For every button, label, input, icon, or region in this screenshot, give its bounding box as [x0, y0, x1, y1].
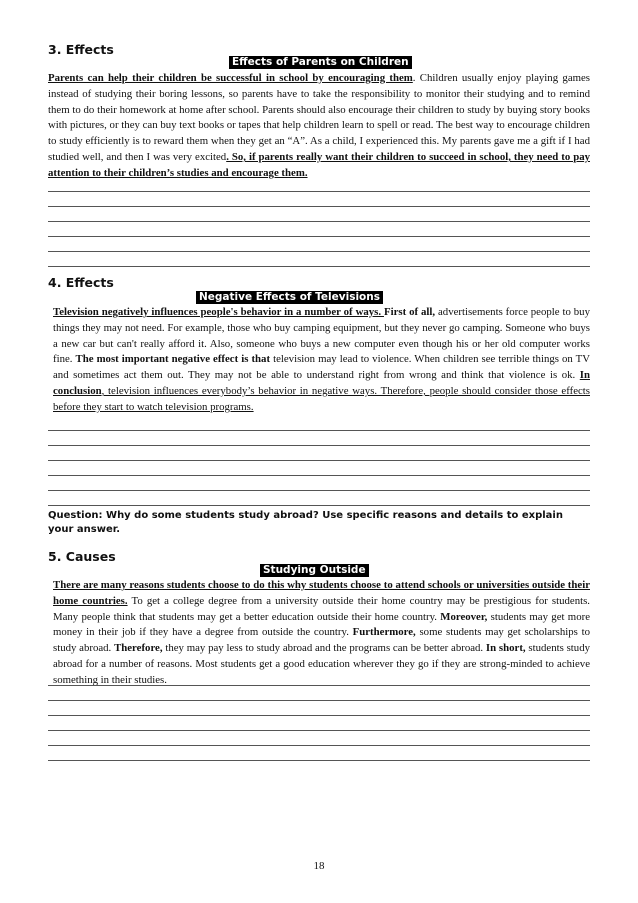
- writing-line: [48, 746, 588, 761]
- writing-line: [48, 252, 588, 267]
- text-run: First of all,: [383, 306, 436, 318]
- question-text: Question: Why do some students study abroad? Use specific reasons and details to explain your answer.: [48, 510, 563, 535]
- writing-line: [48, 671, 588, 686]
- section-heading-effects-2: 4. Effects: [48, 275, 114, 290]
- writing-line: [48, 431, 588, 446]
- text-run: Moreover,: [440, 610, 488, 623]
- writing-line: [48, 686, 588, 701]
- text-run: students may get more money in their job if they have a degree from outside the country.: [53, 610, 590, 639]
- page-number: 18: [313, 860, 325, 872]
- writing-line: [48, 476, 588, 491]
- section-heading-effects-1: 3. Effects: [48, 42, 114, 57]
- writing-lines-causes: [48, 671, 588, 761]
- text-run: students study abroad for a number of reasons. Most students get a good education wherever they go if they are strong-minded to achieve something in their studies.: [53, 642, 590, 686]
- writing-line: [48, 461, 588, 476]
- text-run: , television influences everybody’s behavior in negative ways. Therefore, people should consider those effects before they start to watch television programs.: [53, 384, 590, 413]
- passage-televisions: [53, 305, 590, 416]
- text-run: To get a college degree from a university outside their home country may be prestigious for students. Many people think that students may get a better education outside their home country.: [53, 594, 590, 623]
- writing-line: [48, 237, 588, 252]
- text-run: television may lead to violence. When children see terrible things on TV and sometimes act them out. They may not be able to understand right from wrong and think that violence is ok.: [53, 353, 591, 382]
- writing-line: [48, 207, 588, 222]
- writing-lines-effects-2: [48, 416, 588, 506]
- text-run: advertisements force people to buy things they may not need. For example, those who buy camping equipment, but they never go camping. Someone who buys a new car but can't really afford it. Also, someone who buys a new computer even though his or her old computer works fine.: [53, 306, 590, 366]
- passage-parents: [48, 71, 590, 182]
- section-heading-causes: 5. Causes: [48, 549, 116, 564]
- text-run: . So, if parents really want their children to succeed in school, they need to pay attention to their children’s studies and encourage them.: [48, 150, 590, 179]
- passage-title-parents: Effects of Parents on Children: [229, 56, 412, 69]
- writing-line: [48, 177, 588, 192]
- writing-line: [48, 416, 588, 431]
- writing-lines-effects-1: [48, 177, 588, 267]
- writing-line: [48, 491, 588, 506]
- text-run: . Children usually enjoy playing games instead of studying their boring lessons, so parents have to take the responsibility to monitor their studying and to remind them to do their homework at home after school. Parents should also encourage their children to study by buying story books with pictures, or they can buy text books or tapes that help children learn to spell or read. The best way to encourage children to study efficiently is to reward them when they get an “A”. As a child, I experienced this. My parents gave me a gift if I had studied well, and then I was very excited: [48, 72, 591, 163]
- text-run: some students may get scholarships to study abroad.: [53, 626, 590, 655]
- writing-line: [48, 446, 588, 461]
- text-run: Furthermore,: [352, 626, 416, 639]
- text-run: they may pay less to study abroad and the programs can be better abroad.: [162, 642, 486, 655]
- text-run: Television negatively influences people's behavior in a number of ways.: [53, 306, 384, 318]
- text-run: Parents can help their children be successful in school by encouraging them: [48, 72, 413, 84]
- writing-line: [48, 716, 588, 731]
- text-run: There are many reasons students choose to do this why students choose to attend schools or universities outside their home countries.: [53, 579, 590, 607]
- writing-line: [48, 731, 588, 746]
- passage-title-studying-outside: Studying Outside: [260, 564, 369, 577]
- writing-line: [48, 222, 588, 237]
- text-run: The most important negative effect is that: [75, 353, 271, 366]
- text-run: Therefore,: [114, 642, 163, 655]
- text-run: In short,: [485, 642, 526, 655]
- passage-title-televisions: Negative Effects of Televisions: [196, 291, 383, 304]
- text-run: In conclusion: [53, 369, 590, 397]
- writing-line: [48, 192, 588, 207]
- writing-line: [48, 701, 588, 716]
